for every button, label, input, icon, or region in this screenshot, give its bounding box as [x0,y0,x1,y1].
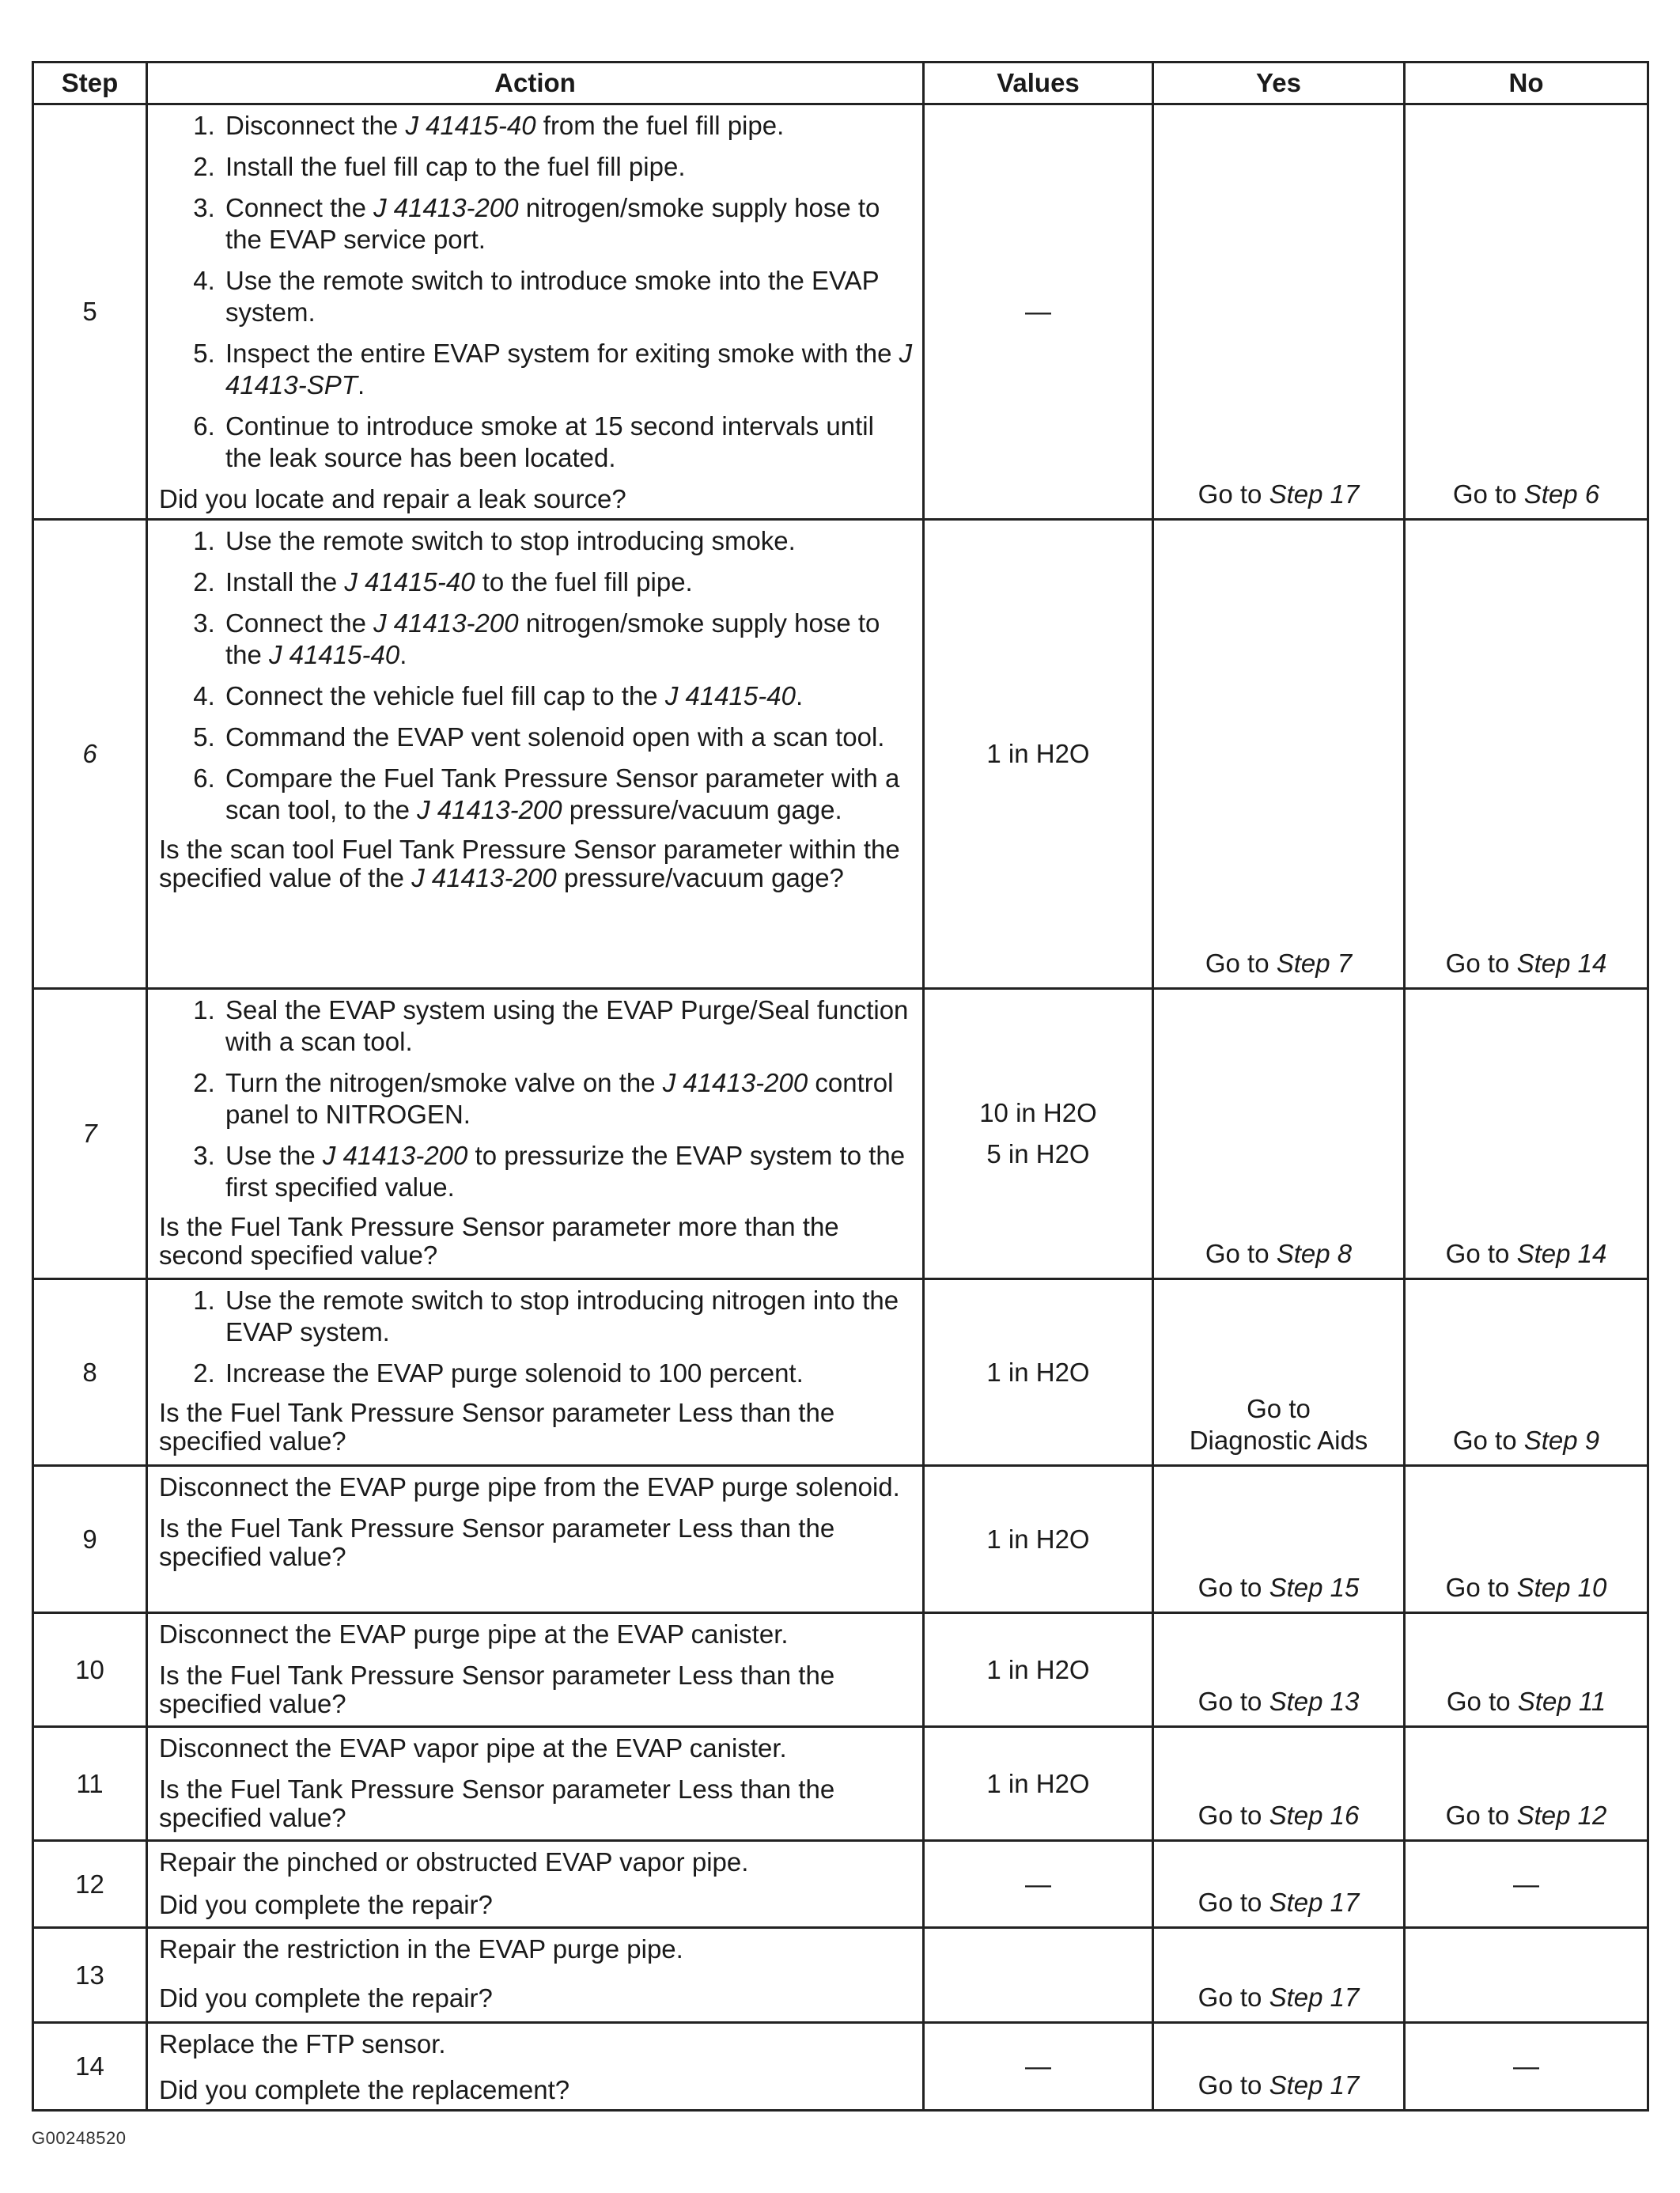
action-list [159,994,913,1203]
table-row [33,1727,1648,1841]
list-item: 5. Command the EVAP vent solenoid open with a scan tool. [222,722,913,753]
value-cell: — [924,2023,1153,2111]
question: Is the Fuel Tank Pressure Sensor parameter Less than the specified value? [159,1398,835,1456]
action-cell [147,1841,924,1928]
question: Did you complete the repair? [159,1890,493,1919]
list-item: 4. Use the remote switch to introduce smoke into the EVAP system. [222,265,913,328]
action-text: Disconnect the EVAP purge pipe from the EVAP purge solenoid. [159,1472,900,1502]
list-item: 1. Seal the EVAP system using the EVAP Purge/Seal function with a scan tool. [222,994,913,1058]
table-row [33,1613,1648,1727]
table-row [33,989,1648,1279]
question: Did you complete the repair? [159,1983,493,2013]
value-cell: 1 in H2O [924,1727,1153,1841]
value-cell: 1 in H2O [924,1613,1153,1727]
header-row [33,62,1648,104]
value-cell: — [924,1841,1153,1928]
yes-cell: Go to Step 17 [1153,104,1405,520]
yes-cell: Go to Step 17 [1153,1841,1405,1928]
value-cell: — [924,104,1153,520]
header-action: Action [147,62,924,104]
action-text: Replace the FTP sensor. [159,2029,446,2059]
list-item: 2. Increase the EVAP purge solenoid to 100 percent. [222,1358,913,1389]
table-row [33,1466,1648,1613]
action-cell [147,1613,924,1727]
action-cell [147,1279,924,1466]
yes-cell: Go to Step 13 [1153,1613,1405,1727]
table-row [33,1841,1648,1928]
action-cell [147,2023,924,2111]
list-item: 2. Turn the nitrogen/smoke valve on the J 41413-200 control panel to NITROGEN. [222,1067,913,1131]
yes-cell: Go to Step 17 [1153,2023,1405,2111]
yes-line-2: Diagnostic Aids [1189,1426,1368,1455]
step-number: 8 [33,1279,147,1466]
action-text: Repair the restriction in the EVAP purge pipe. [159,1934,683,1964]
step-number: 11 [33,1727,147,1841]
action-text: Disconnect the EVAP purge pipe at the EVAP canister. [159,1619,789,1649]
step-number: 9 [33,1466,147,1613]
no-cell: Go to Step 11 [1405,1613,1648,1727]
value-cell: 1 in H2O [924,520,1153,989]
step-number: 14 [33,2023,147,2111]
step-number: 13 [33,1928,147,2023]
header-yes: Yes [1153,62,1405,104]
list-item: 3. Use the J 41413-200 to pressurize the EVAP system to the first specified value. [222,1140,913,1203]
action-cell [147,520,924,989]
list-item: 2. Install the J 41415-40 to the fuel fill pipe. [222,566,913,598]
figure-code: G00248520 [32,2128,127,2148]
action-cell [147,1928,924,2023]
table-row [33,520,1648,989]
question: Is the Fuel Tank Pressure Sensor parameter more than the second specified value? [159,1212,839,1270]
list-item: 6. Continue to introduce smoke at 15 second intervals until the leak source has been located. [222,411,913,474]
value-cell [924,989,1153,1279]
action-list [159,110,913,474]
action-text: Repair the pinched or obstructed EVAP vapor pipe. [159,1847,749,1877]
action-cell [147,1466,924,1613]
action-cell [147,1727,924,1841]
action-cell [147,989,924,1279]
list-item: 3. Connect the J 41413-200 nitrogen/smoke supply hose to the J 41415-40. [222,608,913,671]
yes-cell [1153,1279,1405,1466]
value-first: 10 in H2O [979,1098,1097,1127]
list-item: 1. Disconnect the J 41415-40 from the fuel fill pipe. [222,110,913,142]
list-item: 4. Connect the vehicle fuel fill cap to the J 41415-40. [222,680,913,712]
value-cell [924,1928,1153,2023]
list-item: 3. Connect the J 41413-200 nitrogen/smoke supply hose to the EVAP service port. [222,192,913,256]
step-number: 10 [33,1613,147,1727]
no-cell: Go to Step 14 [1405,520,1648,989]
list-item: 5. Inspect the entire EVAP system for exiting smoke with the J 41413-SPT. [222,338,913,401]
action-text: Disconnect the EVAP vapor pipe at the EVAP canister. [159,1733,787,1763]
yes-cell: Go to Step 16 [1153,1727,1405,1841]
question: Did you locate and repair a leak source? [159,484,626,513]
header-values: Values [924,62,1153,104]
action-list [159,1285,913,1389]
table-row [33,1279,1648,1466]
step-number: 7 [33,989,147,1279]
question: Is the Fuel Tank Pressure Sensor parameter Less than the specified value? [159,1661,835,1718]
no-cell: Go to Step 12 [1405,1727,1648,1841]
header-no: No [1405,62,1648,104]
table-row [33,1928,1648,2023]
no-cell: Go to Step 6 [1405,104,1648,520]
list-item: 2. Install the fuel fill cap to the fuel fill pipe. [222,151,913,183]
value-cell: 1 in H2O [924,1279,1153,1466]
diagnostic-table [32,61,1649,2112]
step-number: 12 [33,1841,147,1928]
no-cell: Go to Step 10 [1405,1466,1648,1613]
question: Is the scan tool Fuel Tank Pressure Sensor parameter within the specified value of the J 41413-200 pressure/vacuum gage? [159,835,900,892]
no-cell: — [1405,1841,1648,1928]
list-item: 1. Use the remote switch to stop introducing smoke. [222,525,913,557]
yes-line-1: Go to [1247,1394,1311,1423]
no-cell: — [1405,2023,1648,2111]
action-cell [147,104,924,520]
action-list [159,525,913,826]
list-item: 1. Use the remote switch to stop introducing nitrogen into the EVAP system. [222,1285,913,1348]
yes-cell: Go to Step 8 [1153,989,1405,1279]
table-row [33,2023,1648,2111]
no-cell: Go to Step 14 [1405,989,1648,1279]
question: Is the Fuel Tank Pressure Sensor parameter Less than the specified value? [159,1774,835,1832]
list-item: 6. Compare the Fuel Tank Pressure Sensor parameter with a scan tool, to the J 41413-200 pressure/vacuum gage. [222,763,913,826]
step-number: 6 [33,520,147,989]
no-cell: Go to Step 9 [1405,1279,1648,1466]
yes-cell: Go to Step 7 [1153,520,1405,989]
value-second: 5 in H2O [986,1139,1090,1168]
no-cell [1405,1928,1648,2023]
question: Did you complete the replacement? [159,2075,570,2104]
yes-cell: Go to Step 17 [1153,1928,1405,2023]
table-row [33,104,1648,520]
step-number: 5 [33,104,147,520]
value-cell: 1 in H2O [924,1466,1153,1613]
header-step: Step [33,62,147,104]
yes-cell: Go to Step 15 [1153,1466,1405,1613]
question: Is the Fuel Tank Pressure Sensor parameter Less than the specified value? [159,1513,835,1571]
